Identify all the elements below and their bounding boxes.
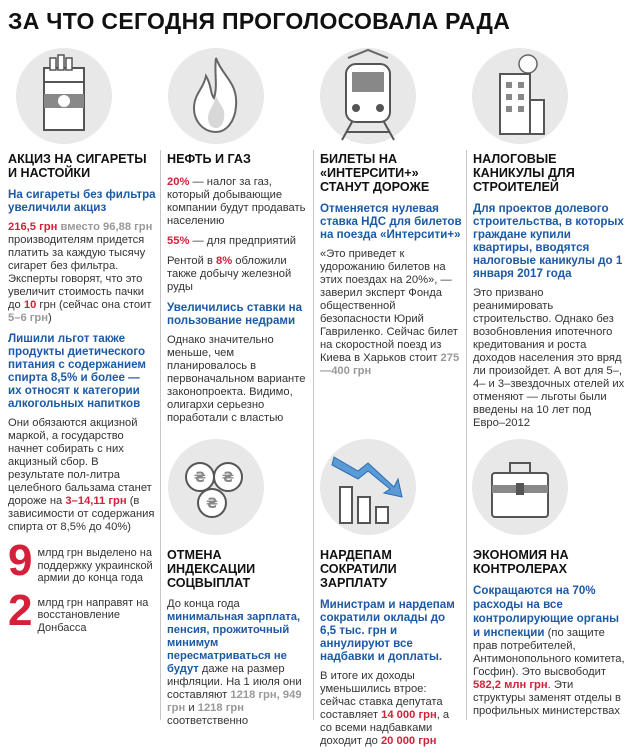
coins-icon xyxy=(166,437,266,537)
svg-text:₴: ₴ xyxy=(205,496,219,512)
para-hotels: Это призвано реанимировать строительство. Однако без возобновления ипотечного кредитования и роста доходов населения это вряд ли произойдет. А вот для 5–, 4– и 3–звездочных отелей их отменяют — льготы были введены на 10 лет под Евро–2012 xyxy=(473,287,625,429)
heading-tax-holidays: НАЛОГОВЫЕ КАНИКУЛЫ ДЛЯ СТРОИТЕЛЕЙ xyxy=(473,152,575,194)
para-cigarettes: 216,5 грн вместо 96,88 грн производителям придется платить за каждую тысячу сигарет без фильтра. Эксперты говорят, что это увеличит стоимость пачки до 10 грн (сейчас она стоит 5–6 грн) xyxy=(8,221,153,324)
para-controllers: Сокращаются на 70% расходы на все контролирующие органы и инспекции (по защите прав потребителей, Антимонопольного комитета, Госфин). Это высвободит 582,2 млн грн. Эти структуры заменят отделы в профильных министерствах xyxy=(473,584,625,717)
lead-diet-products: Лишили льгот также продукты диетического питания с содержанием спирта 8,5% и более — их относят к категории алкогольных напитков xyxy=(8,332,146,410)
rate-gas-population: 20% — налог за газ, который добывающие компании будут продавать населению xyxy=(167,176,306,227)
heading-indexation: ОТМЕНА ИНДЕКСАЦИИ СОЦВЫПЛАТ xyxy=(167,548,256,590)
para-oligarchs: Однако значительно меньше, чем планировалось в первоначальном варианте законопроекта. Видимо, олигархи серьезно поработали с властью xyxy=(167,334,306,424)
para-mp-income: В итоге их доходы уменьшились втрое: сейчас ставка депутата составляет 14 000 грн, а со всеми надбавками доходит до 20 000 грн xyxy=(320,670,450,747)
flame-icon xyxy=(166,46,266,146)
building-icon xyxy=(470,46,570,146)
col-oil-gas xyxy=(167,152,309,432)
para-balm: Они обязаются акцизной маркой, а государство начнет собирать с них акцизный сбор. В результате пол-литра целебного бальзама станет дороже на 3–14,11 грн (в зависимости от содержания спирта от 8,5% до 40%) xyxy=(8,417,155,533)
rate-iron-ore: Рентой в 8% обложили также добычу железной руды xyxy=(167,255,292,293)
col-tax-holidays xyxy=(473,152,625,437)
heading-mp-salary: НАРДЕПАМ СОКРАТИЛИ ЗАРПЛАТУ xyxy=(320,548,397,590)
svg-text:₴: ₴ xyxy=(193,470,207,486)
heading-intercity: БИЛЕТЫ НА «ИНТЕРСИТИ+» СТАНУТ ДОРОЖЕ xyxy=(320,152,430,194)
page-title: ЗА ЧТО СЕГОДНЯ ПРОГОЛОСОВАЛА РАДА xyxy=(8,8,511,34)
para-ticket-price: «Это приведет к удорожанию билетов на этих поездах на 20%», — заверил эксперт Фонда общественной безопасности Юрий Гавриленко. Сейчас билет на скоростной поезд из Киева в Харьков стоит 275—400 грн xyxy=(320,248,460,377)
briefcase-icon xyxy=(470,437,570,537)
svg-text:₴: ₴ xyxy=(221,470,235,486)
lead-subsoil: Увеличились ставки на пользование недрами xyxy=(167,301,303,327)
para-indexation: До конца года минимальная зарплата, пенсия, прожиточный минимум пересматриваться не будут даже на размер инфляции. На 1 июля они составляют 1218 грн, 949 грн и 1218 грн соответственно xyxy=(167,598,302,727)
heading-excise: АКЦИЗ НА СИГАРЕТЫ И НАСТОЙКИ xyxy=(8,152,147,180)
rate-enterprises: 55% — для предприятий xyxy=(167,235,297,247)
lead-vat: Отменяется нулевая ставка НДС для билетов на поезда «Интерсити+» xyxy=(320,202,462,241)
stat-army: 9 млрд грн выделено на поддержку украинской армии до конца года xyxy=(8,536,153,585)
col-intercity xyxy=(320,152,462,385)
lead-construction: Для проектов долевого строительства, в которых граждане купили квартиры, вводятся налоговые каникулы до 1 января 2017 года xyxy=(473,202,624,280)
heading-oil-gas: НЕФТЬ И ГАЗ xyxy=(167,152,251,166)
falling-chart-icon xyxy=(318,437,418,537)
col-mp-salary xyxy=(320,548,462,755)
train-icon xyxy=(318,46,418,146)
heading-controllers: ЭКОНОМИЯ НА КОНТРОЛЕРАХ xyxy=(473,548,569,576)
stat-donbass: 2 млрд грн направят на восстановление Донбасса xyxy=(8,585,149,635)
lead-cigarettes: На сигареты без фильтра увеличили акциз xyxy=(8,188,156,214)
cigarettes-icon xyxy=(14,46,114,146)
col-cigarettes xyxy=(8,152,156,634)
lead-ministers: Министрам и нардепам сократили оклады до 6,5 тыс. грн и аннулируют все надбавки и доплаты. xyxy=(320,598,455,663)
col-social-payments xyxy=(167,548,309,735)
col-controllers xyxy=(473,548,625,725)
